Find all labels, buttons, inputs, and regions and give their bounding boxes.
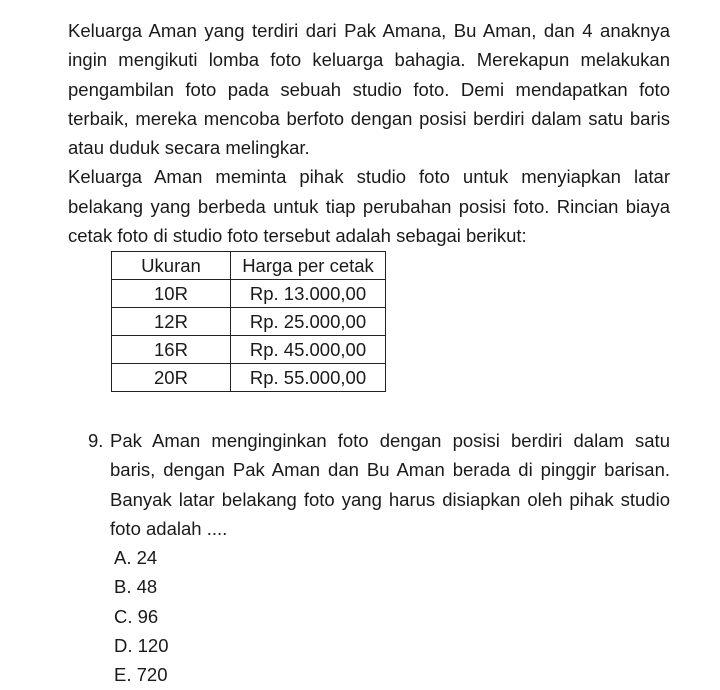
table-row: [112, 280, 386, 308]
table-row: [112, 364, 386, 392]
cell-price: Rp. 55.000,00: [231, 364, 386, 392]
header-price: Harga per cetak: [231, 252, 386, 280]
option-b: B. 48: [114, 576, 158, 598]
cell-size: 10R: [112, 280, 231, 308]
table-header-row: [112, 252, 386, 280]
cell-size: 16R: [112, 336, 231, 364]
cell-price: Rp. 13.000,00: [231, 280, 386, 308]
table-row: [112, 308, 386, 336]
question-block: [88, 426, 670, 690]
option-d: D. 120: [114, 635, 169, 657]
table-row: [112, 336, 386, 364]
option-e: E. 720: [114, 664, 168, 686]
option-a: A. 24: [114, 547, 158, 569]
cell-size: 20R: [112, 364, 231, 392]
cell-price: Rp. 45.000,00: [231, 336, 386, 364]
intro-paragraph-2: Keluarga Aman meminta pihak studio foto untuk menyiapkan latar belakang yang berbeda untuk tiap perubahan posisi foto. Rincian biaya cetak foto di studio foto tersebut adalah sebagai berikut:: [68, 166, 670, 247]
intro-text: [68, 16, 670, 250]
answer-options: [88, 543, 670, 689]
option-c: C. 96: [114, 605, 159, 627]
question-number: 9.: [88, 430, 104, 451]
price-table: [111, 251, 386, 392]
intro-paragraph-1: Keluarga Aman yang terdiri dari Pak Amana, Bu Aman, dan 4 anaknya ingin mengikuti lomba foto keluarga bahagia. Merekapun melakukan pengambilan foto pada sebuah studio foto. Demi mendapatkan foto terbaik, mereka mencoba berfoto dengan posisi berdiri dalam satu baris atau duduk secara melingkar.: [68, 20, 670, 159]
cell-price: Rp. 25.000,00: [231, 308, 386, 336]
header-size: Ukuran: [112, 252, 231, 280]
question-text: Pak Aman menginginkan foto dengan posisi berdiri dalam satu baris, dengan Pak Aman dan Bu Aman berada di pinggir barisan. Banyak latar belakang foto yang harus disiapkan oleh pihak studio foto adalah ....: [110, 430, 670, 539]
cell-size: 12R: [112, 308, 231, 336]
